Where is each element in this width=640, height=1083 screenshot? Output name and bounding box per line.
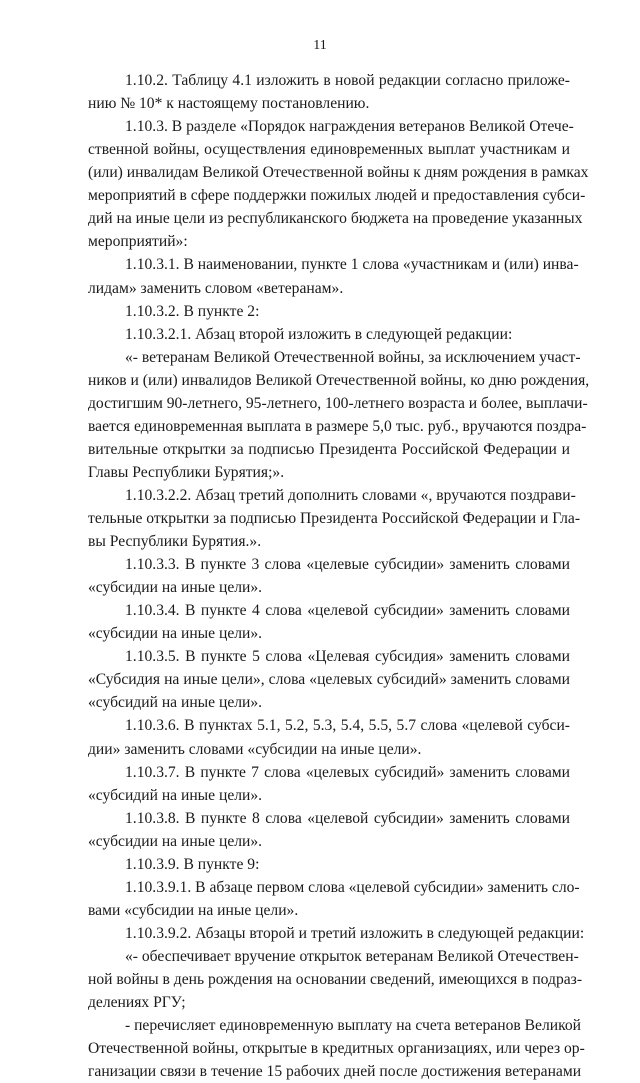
text-line: вами «субсидии на иные цели». (88, 901, 299, 919)
text-line: 1.10.3.2. В пункте 2: (125, 302, 260, 320)
page-number: 11 (313, 38, 327, 53)
text-line: мероприятий»: (88, 233, 188, 251)
text-line: ственной войны, осуществления единовременных выплат участникам и (88, 141, 570, 159)
text-line: дий на иные цели из республиканского бюджета на проведение указанных (88, 210, 583, 228)
text-line: 1.10.3.9.2. Абзацы второй и третий изложить в следующей редакции: (125, 924, 585, 942)
text-line: дии» заменить словами «субсидии на иные цели». (88, 740, 422, 758)
text-line: вительные открытки за подписью Президента Российской Федерации и (88, 440, 570, 458)
text-line: 1.10.2. Таблицу 4.1 изложить в новой редакции согласно приложе- (125, 72, 570, 89)
text-line: Главы Республики Бурятия;». (88, 463, 285, 481)
text-line: «субсидии на иные цели». (88, 832, 263, 850)
text-line: «субсидии на иные цели». (88, 625, 263, 643)
text-line: мероприятий в сфере поддержки пожилых людей и предоставления субси- (88, 187, 586, 205)
text-line: 1.10.3.2.2. Абзац третий дополнить словами «, вручаются поздрави- (125, 486, 576, 504)
text-line: вы Республики Бурятия.». (88, 533, 262, 550)
text-line: ников и (или) инвалидов Великой Отечественной войны, ко дню рождения, (88, 371, 590, 389)
text-line: Отечественной войны, открытые в кредитных организациях, или через ор- (88, 1040, 585, 1058)
text-line: «субсидии на иные цели». (88, 579, 263, 597)
text-line: 1.10.3.5. В пункте 5 слова «Целевая субсидия» заменить словами (125, 648, 570, 666)
text-line: 1.10.3.7. В пункте 7 слова «целевых субсидий» заменить словами (125, 763, 570, 781)
text-line: - перечисляет единовременную выплату на счета ветеранов Великой (125, 1017, 582, 1035)
text-line: (или) инвалидам Великой Отечественной войны к дням рождения в рамках (88, 164, 589, 182)
text-line: «Субсидия на иные цели», слова «целевых субсидий» заменить словами (88, 671, 570, 689)
text-line: лидам» заменить словом «ветеранам». (88, 279, 344, 297)
text-line: нию № 10* к настоящему постановлению. (88, 95, 370, 112)
text-line: 1.10.3.1. В наименовании, пункте 1 слова «участникам и (или) инва- (125, 256, 579, 274)
text-line: 1.10.3.2.1. Абзац второй изложить в следующей редакции: (125, 325, 513, 343)
text-line: «- обеспечивает вручение открыток ветеранам Великой Отечествен- (125, 947, 579, 965)
text-line: 1.10.3.6. В пунктах 5.1, 5.2, 5.3, 5.4, 5.5, 5.7 слова «целевой субси- (125, 717, 570, 735)
text-line: ной войны в день рождения на основании сведений, имеющихся в подраз- (88, 971, 583, 988)
text-line: ганизации связи в течение 15 рабочих дней после достижения ветеранами (88, 1063, 582, 1081)
text-line: «субсидий на иные цели». (88, 786, 263, 804)
text-line: 1.10.3.4. В пункте 4 слова «целевой субсидии» заменить словами (125, 602, 570, 620)
text-line: 1.10.3.8. В пункте 8 слова «целевой субсидии» заменить словами (125, 809, 570, 827)
text-line: 1.10.3.9.1. В абзаце первом слова «целевой субсидии» заменить сло- (125, 878, 580, 896)
text-line: 1.10.3. В разделе «Порядок награждения ветеранов Великой Отече- (125, 118, 574, 136)
text-line: 1.10.3.3. В пункте 3 слова «целевые субсидии» заменить словами (125, 556, 570, 573)
text-line: делениях РГУ; (88, 994, 186, 1011)
text-line: «- ветеранам Великой Отечественной войны, за исключением участ- (125, 348, 581, 366)
text-line: достигшим 90-летнего, 95-летнего, 100-летнего возраста и более, выплачи- (88, 394, 588, 412)
text-line: вается единовременная выплата в размере 5,0 тыс. руб., вручаются поздра- (88, 417, 587, 435)
text-line: тельные открытки за подписью Президента Российской Федерации и Гла- (88, 509, 581, 527)
text-line: 1.10.3.9. В пункте 9: (125, 855, 260, 873)
text-line: «субсидий на иные цели». (88, 694, 263, 712)
